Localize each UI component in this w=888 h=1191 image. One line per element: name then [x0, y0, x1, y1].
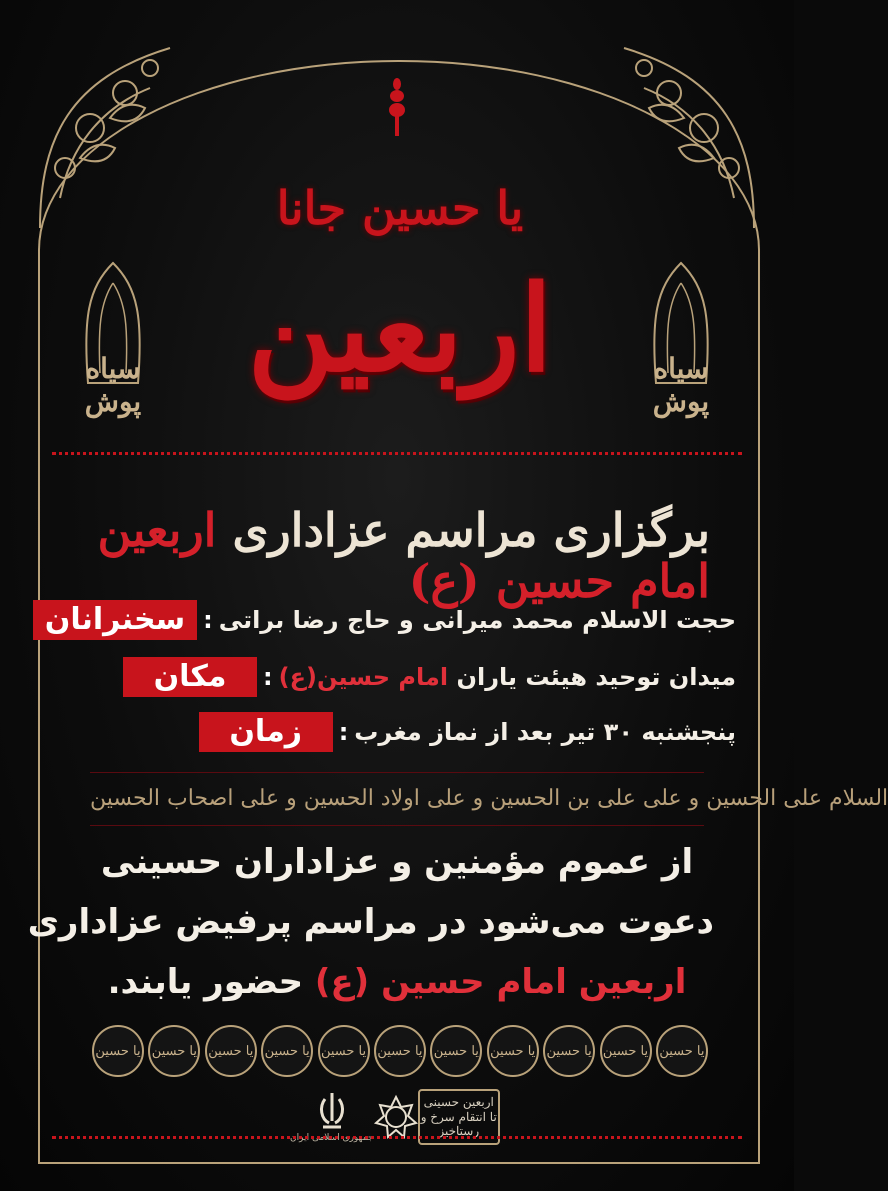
medallion-icon: یا حسین	[487, 1025, 539, 1077]
headline-part1: برگزاری مراسم عزاداری	[232, 503, 710, 557]
medallion-row	[92, 1025, 708, 1085]
medallion-icon: یا حسین	[430, 1025, 482, 1077]
divider-dotted-bottom	[52, 1136, 742, 1139]
footer-logos	[290, 1082, 500, 1152]
time-value: پنجشنبه ۳۰ تیر بعد از نماز مغرب	[354, 718, 736, 746]
colon: :	[203, 606, 213, 634]
divider-dotted-top	[52, 452, 742, 455]
ziarat-calligraphy-band: السلام علی الحسین و علی علی بن الحسین و علی اولاد الحسین و علی اصحاب الحسین	[90, 772, 704, 826]
speakers-label: سخنرانان	[33, 600, 197, 640]
medallion-icon: یا حسین	[543, 1025, 595, 1077]
ornament-corner-left-icon	[30, 38, 180, 238]
speakers-value: حجت الاسلام محمد میرانی و حاج رضا براتی	[218, 606, 736, 634]
headline-part2: اربعین امام حسین (ع)	[97, 503, 710, 608]
medallion-icon: یا حسین	[374, 1025, 426, 1077]
side-calligraphy-right: سیاه پوش	[626, 258, 736, 428]
invitation-line-2: دعوت می‌شود در مراسم پرفیض عزاداری	[27, 902, 714, 942]
iran-emblem-icon	[315, 1091, 349, 1131]
colon: :	[263, 663, 273, 691]
rosette-icon	[374, 1095, 418, 1139]
medallion-icon: یا حسین	[261, 1025, 313, 1077]
arbaeen-slogan-logo: اربعین حسینی تا انتقام سرخ و رستاخیز	[418, 1089, 501, 1145]
medallion-icon: یا حسین	[656, 1025, 708, 1077]
info-row-time	[199, 712, 736, 752]
info-row-speakers	[33, 600, 736, 640]
invitation-line-3-red: اربعین امام حسین (ع)	[314, 962, 687, 1002]
dome-finial-icon	[382, 78, 412, 136]
place-label: مکان	[123, 657, 257, 697]
medallion-icon: یا حسین	[148, 1025, 200, 1077]
ornament-corner-right-icon	[614, 38, 764, 238]
invitation-line-3	[80, 962, 714, 1002]
invitation-line-1: از عموم مؤمنین و عزاداران حسینی	[100, 842, 694, 882]
place-value: میدان توحید هیئت یاران	[456, 663, 736, 691]
colon: :	[338, 718, 349, 746]
headline	[50, 505, 710, 606]
place-value-wrap	[279, 663, 736, 691]
title-arbaeen: اربعین	[247, 259, 553, 398]
time-label: زمان	[199, 712, 333, 752]
info-row-place	[123, 657, 736, 697]
rosette-logo	[374, 1095, 418, 1139]
medallion-icon: یا حسین	[600, 1025, 652, 1077]
title-subheading: یا حسین جانا	[276, 181, 524, 235]
medallion-icon: یا حسین	[92, 1025, 144, 1077]
emblem-caption: جمهوری اسلامی ایران	[290, 1133, 374, 1143]
side-calligraphy-left: سیاه پوش	[58, 258, 168, 428]
medallion-icon: یا حسین	[318, 1025, 370, 1077]
invitation-line-3-white: حضور یابند.	[107, 962, 304, 1002]
medallion-icon: یا حسین	[205, 1025, 257, 1077]
place-highlight: امام حسین(ع)	[278, 663, 449, 691]
